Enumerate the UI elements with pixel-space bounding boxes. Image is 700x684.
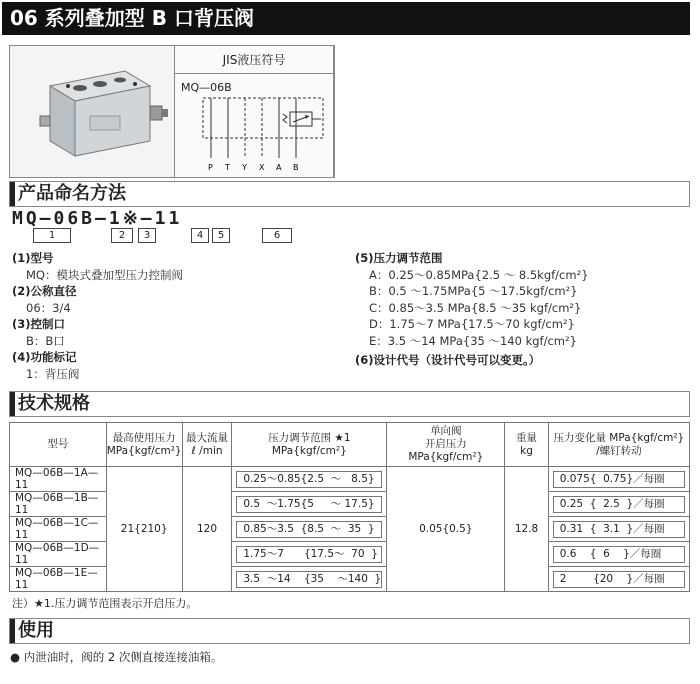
usage-section-header [9, 618, 690, 644]
page-title: 06 系列叠加型 B 口背压阀 [2, 2, 690, 35]
spec-heading: (2)公称直径 [12, 284, 77, 298]
jis-symbol-panel [174, 45, 334, 178]
spec-detail: 1：背压阀 [26, 366, 80, 381]
table-header-row [10, 423, 690, 467]
section-title: 产品命名方法 [18, 183, 126, 204]
cell-weight: 12.8 [505, 467, 548, 592]
hydraulic-symbol [175, 76, 333, 176]
range-item: A：0.25～0.85MPa{2.5 ～ 8.5kgf/cm²} [369, 267, 589, 282]
cell-change: 0.25 { 2.5 }／每圈 [548, 492, 689, 517]
section-title: 使用 [18, 620, 54, 641]
design-code: (6)设计代号（设计代号可以变更。） [355, 353, 541, 367]
code-box-6: 6 [262, 228, 292, 243]
cell-range: 1.75～7 {17.5～ 70 } [232, 542, 387, 567]
spec-heading: (4)功能标记 [12, 350, 77, 364]
col-header-max-pressure: 最高使用压力 MPa{kgf/cm²} [106, 423, 182, 467]
cell-change: 0.6 { 6 }／每圈 [548, 542, 689, 567]
section-title: 技术规格 [18, 393, 90, 414]
jis-title: JIS液压符号 [175, 46, 333, 74]
col-header-change: 压力变化量 MPa{kgf/cm²} /螺钉转动 [548, 423, 689, 467]
cell-max-flow: 120 [182, 467, 232, 592]
port-label: X [259, 163, 265, 172]
col-header-check: 单向阀 开启压力 MPa{kgf/cm²} [387, 423, 505, 467]
valve-photo [10, 46, 175, 177]
cell-change: 0.075{ 0.75}／每圈 [548, 467, 689, 492]
cell-check-pressure: 0.05{0.5} [387, 467, 505, 592]
cell-range: 0.5 ～1.75{5 ～ 17.5} [232, 492, 387, 517]
usage-text: ● 内泄油时，阀的 2 次侧直接连接油箱。 [10, 650, 223, 664]
code-box-2: 2 [111, 228, 133, 243]
port-label: A [276, 163, 282, 172]
code-box-4: 4 [191, 228, 209, 243]
range-item: D：1.75～7 MPa{17.5～70 kgf/cm²} [369, 317, 575, 331]
cell-range: 0.25～0.85{2.5 ～ 8.5} [232, 467, 387, 492]
naming-right-list [355, 250, 589, 369]
col-header-range: 压力调节范围 ★1 MPa{kgf/cm²} [232, 423, 387, 467]
col-header-weight: 重量 kg [505, 423, 548, 467]
cell-model: MQ—06B—1A—11 [10, 467, 107, 492]
table-row [10, 467, 690, 492]
cell-change: 0.31 { 3.1 }／每圈 [548, 517, 689, 542]
spec-heading: (5)压力调节范围 [355, 251, 443, 265]
cell-model: MQ—06B—1E—11 [10, 567, 107, 592]
cell-model: MQ—06B—1C—11 [10, 517, 107, 542]
code-box-3: 3 [138, 228, 156, 243]
port-label: T [225, 163, 230, 172]
spec-heading: (1)型号 [12, 251, 54, 265]
range-item: B：0.5 ～1.75MPa{5 ～17.5kgf/cm²} [369, 284, 578, 298]
cell-model: MQ—06B—1D—11 [10, 542, 107, 567]
code-box-1: 1 [33, 228, 71, 243]
spec-detail: B：B口 [26, 333, 65, 348]
naming-section-header [9, 181, 690, 207]
table-note: 注）★1.压力调节范围表示开启压力。 [12, 597, 198, 610]
jis-model: MQ—06B [181, 81, 232, 94]
port-label: B [293, 163, 299, 172]
spec-table [9, 422, 690, 592]
range-item: E：3.5 ～14 MPa{35 ～140 kgf/cm²} [369, 333, 577, 348]
port-label: Y [242, 163, 247, 172]
cell-range: 0.85～3.5 {8.5 ～ 35 } [232, 517, 387, 542]
col-header-max-flow: 最大流量 ℓ /min [182, 423, 232, 467]
cell-change: 2 {20 }／每圈 [548, 567, 689, 592]
cell-range: 3.5 ～14 {35 ～140 } [232, 567, 387, 592]
cell-max-pressure: 21{210} [106, 467, 182, 592]
range-item: C：0.85～3.5 MPa{8.5 ～35 kgf/cm²} [369, 300, 582, 315]
col-header-model: 型号 [10, 423, 107, 467]
spec-heading: (3)控制口 [12, 317, 66, 331]
port-label: P [208, 163, 213, 172]
spec-detail: MQ：模块式叠加型压力控制阀 [26, 267, 183, 282]
naming-left-list [12, 250, 183, 382]
spec-section-header [9, 391, 690, 417]
spec-detail: 06：3/4 [26, 300, 71, 315]
model-code: MQ—06B—1※—11 [12, 208, 183, 229]
cell-model: MQ—06B—1B—11 [10, 492, 107, 517]
code-box-5: 5 [212, 228, 230, 243]
